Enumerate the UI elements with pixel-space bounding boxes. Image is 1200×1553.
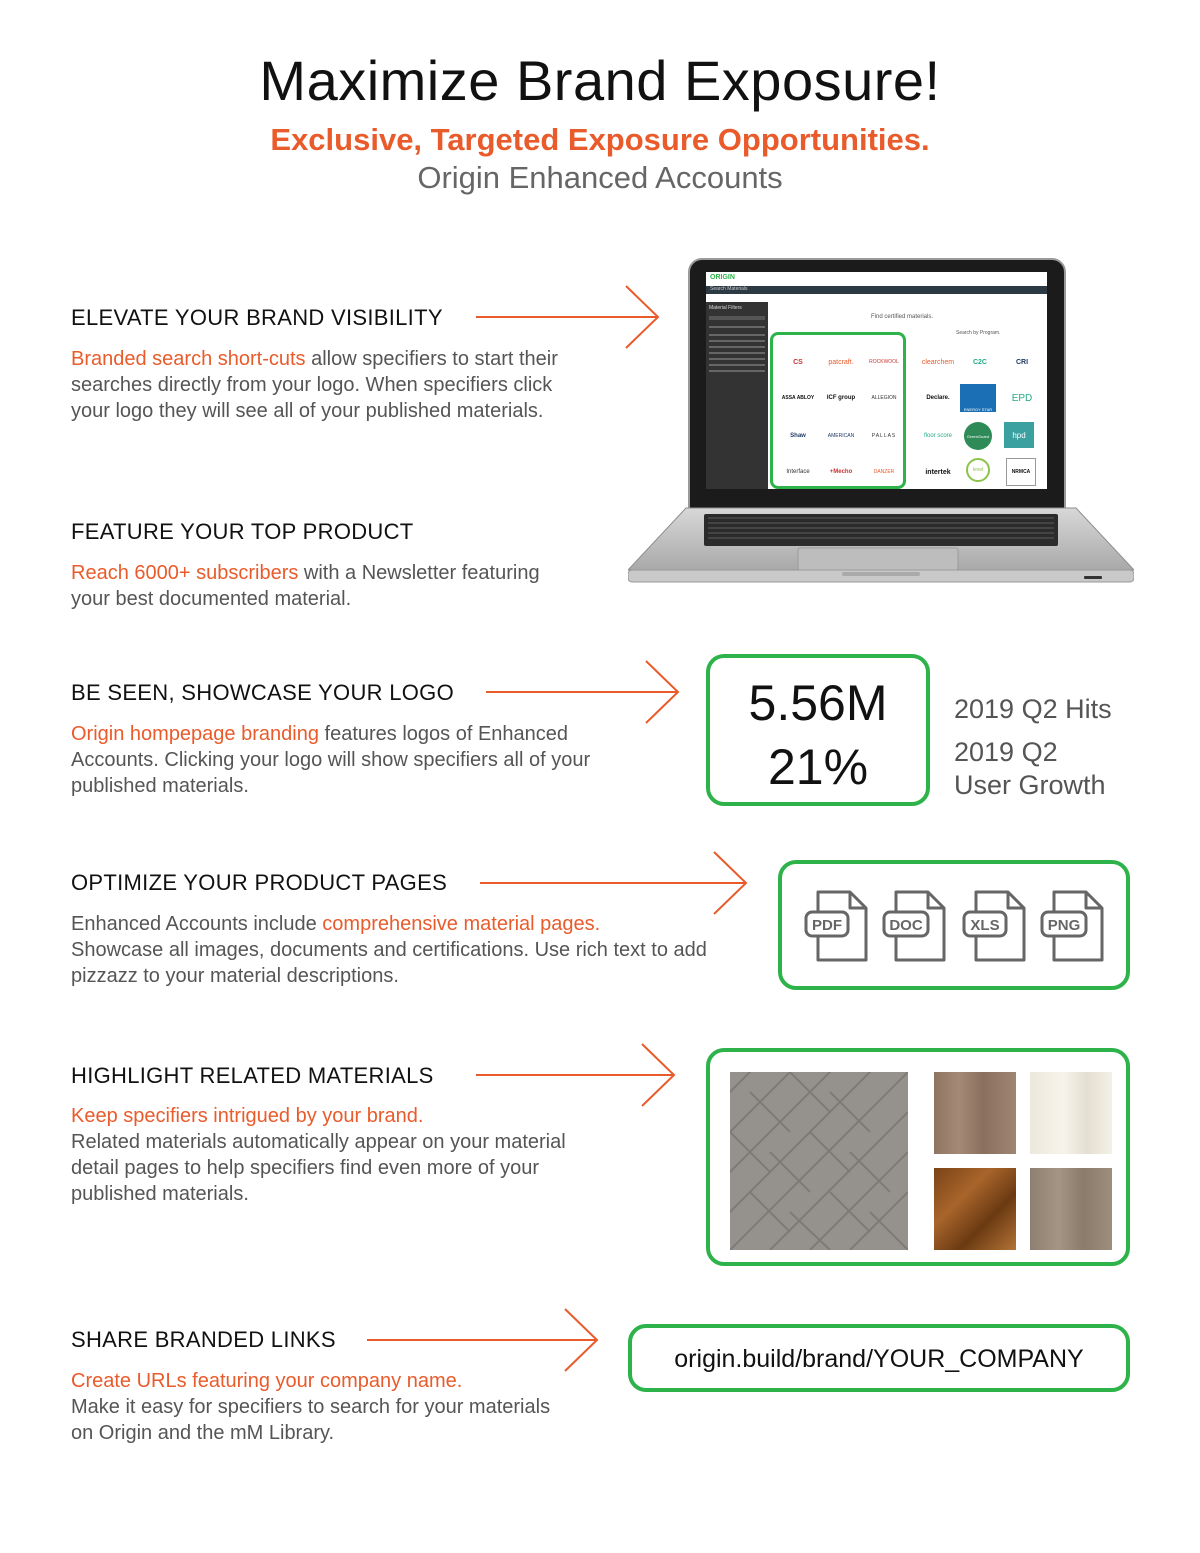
arrow-icon: [365, 1307, 605, 1373]
screen-search-input[interactable]: Search Materials: [710, 286, 748, 292]
program-logo[interactable]: floor score: [923, 433, 952, 439]
section-text: Related materials automatically appear on your material detail pages to help specifiers find even more of your published materials.: [71, 1131, 566, 1205]
program-logo[interactable]: EPD: [1011, 392, 1033, 404]
brand-logo[interactable]: ICF group: [826, 395, 856, 401]
program-logo[interactable]: NRMCA: [1006, 458, 1036, 486]
section-heading-visibility: ELEVATE YOUR BRAND VISIBILITY: [71, 305, 443, 330]
page-title: Maximize Brand Exposure!: [259, 49, 941, 112]
stat-growth-label-2: User Growth: [954, 770, 1106, 800]
section-text: Showcase all images, documents and certifications. Use rich text to add pizzazz to your material descriptions.: [71, 939, 707, 987]
program-logo[interactable]: CRI: [1015, 358, 1029, 366]
section-text: allow specifiers to start their searches directly from your logo. When specifiers click your logo they will see all of your published materials.: [71, 348, 558, 422]
brand-logo[interactable]: ROCKWOOL: [869, 359, 899, 365]
screen-program-text: Search by Program.: [956, 330, 1001, 336]
section-body-feature: [71, 560, 541, 612]
stat-growth-value: 21%: [767, 739, 869, 795]
brand-logo[interactable]: Interface: [786, 469, 810, 475]
png-file-icon: [1040, 888, 1112, 966]
brand-logo[interactable]: AMERICAN: [827, 433, 855, 439]
section-highlight: Create URLs featuring your company name.: [71, 1370, 463, 1392]
section-body-related: [71, 1103, 601, 1207]
laptop-screen: [706, 272, 1047, 489]
wood-sample-image: [1030, 1072, 1112, 1154]
wood-sample-image: [934, 1072, 1016, 1154]
section-heading-related: HIGHLIGHT RELATED MATERIALS: [71, 1063, 434, 1088]
xls-file-icon: [962, 888, 1034, 966]
section-body-visibility: [71, 346, 596, 424]
arrow-icon: [478, 850, 754, 916]
arrow-icon: [474, 1042, 682, 1108]
doc-type-label: PDF: [812, 917, 842, 934]
brand-logo[interactable]: PALLAS: [871, 433, 897, 439]
brand-logo[interactable]: patcraft.: [828, 358, 854, 366]
stat-growth-label: 2019 Q2: [954, 737, 1058, 767]
arrow-icon: [484, 659, 684, 725]
related-materials-box: [706, 1048, 1130, 1266]
brand-logo[interactable]: ALLEGION: [871, 395, 897, 401]
brand-logo[interactable]: ASSA ABLOY: [781, 395, 815, 401]
origin-logo: ORIGIN: [710, 274, 735, 281]
program-logo[interactable]: Declare.: [926, 395, 950, 401]
section-body-product: [71, 911, 711, 989]
doc-type-label: DOC: [889, 917, 923, 934]
wood-sample-image: [934, 1168, 1016, 1250]
stat-hits-value: 5.56M: [748, 675, 888, 731]
page-subtitle: Exclusive, Targeted Exposure Opportunities.: [270, 122, 930, 157]
section-highlight: comprehensive material pages.: [322, 913, 601, 935]
program-logo[interactable]: level: [966, 458, 990, 482]
section-highlight: Keep specifiers intrigued by your brand.: [71, 1105, 424, 1127]
section-heading-links: SHARE BRANDED LINKS: [71, 1327, 336, 1352]
herringbone-tile-image: [730, 1072, 908, 1250]
pdf-file-icon: [804, 888, 876, 966]
arrow-icon: [474, 284, 664, 350]
branded-url-box[interactable]: [628, 1324, 1130, 1392]
brand-logo[interactable]: CS: [793, 358, 803, 366]
section-body-links: [71, 1368, 571, 1446]
section-highlight: Reach 6000+ subscribers: [71, 562, 299, 584]
section-highlight: Origin hompepage branding: [71, 723, 319, 745]
brand-logo[interactable]: DANZER: [873, 469, 895, 475]
stat-hits-label: 2019 Q2 Hits: [954, 694, 1112, 724]
section-text: features logos of Enhanced Accounts. Clicking your logo will show specifiers all of your published materials.: [71, 723, 591, 797]
section-text: Make it easy for specifiers to search for your materials on Origin and the mM Library.: [71, 1396, 551, 1444]
brand-logo[interactable]: Shaw: [790, 433, 806, 439]
section-highlight: Branded search short-cuts: [71, 348, 306, 370]
program-logo[interactable]: ENERGY STAR: [960, 384, 996, 412]
stats-box: [706, 654, 930, 806]
section-text: with a Newsletter featuring your best documented material.: [71, 562, 540, 610]
doc-file-icon: [882, 888, 954, 966]
doc-type-label: XLS: [970, 917, 1000, 934]
doc-type-label: PNG: [1047, 917, 1081, 934]
program-logo[interactable]: intertek: [925, 468, 951, 476]
section-heading-logo: BE SEEN, SHOWCASE YOUR LOGO: [71, 680, 455, 705]
section-body-logo: [71, 721, 591, 799]
screen-find-text: Find certified materials.: [871, 314, 934, 320]
section-heading-feature: FEATURE YOUR TOP PRODUCT: [71, 519, 414, 544]
program-logo[interactable]: hpd: [1004, 422, 1034, 448]
program-logo[interactable]: GreenGuard: [964, 422, 992, 450]
screen-filter-title: Material Filters: [709, 305, 742, 311]
doc-types-box: [778, 860, 1130, 990]
program-logo[interactable]: C2C: [972, 358, 987, 366]
wood-sample-image: [1030, 1168, 1112, 1250]
page-subtitle-secondary: Origin Enhanced Accounts: [417, 160, 783, 195]
laptop-base: [628, 506, 1134, 590]
screen-highlight-box: [770, 332, 906, 489]
section-heading-product: OPTIMIZE YOUR PRODUCT PAGES: [71, 870, 448, 895]
branded-url[interactable]: origin.build/brand/YOUR_COMPANY: [674, 1345, 1084, 1373]
brand-logo[interactable]: +Mecho: [829, 469, 853, 475]
section-text: Enhanced Accounts include: [71, 913, 323, 935]
program-logo[interactable]: clearchem: [921, 358, 955, 366]
